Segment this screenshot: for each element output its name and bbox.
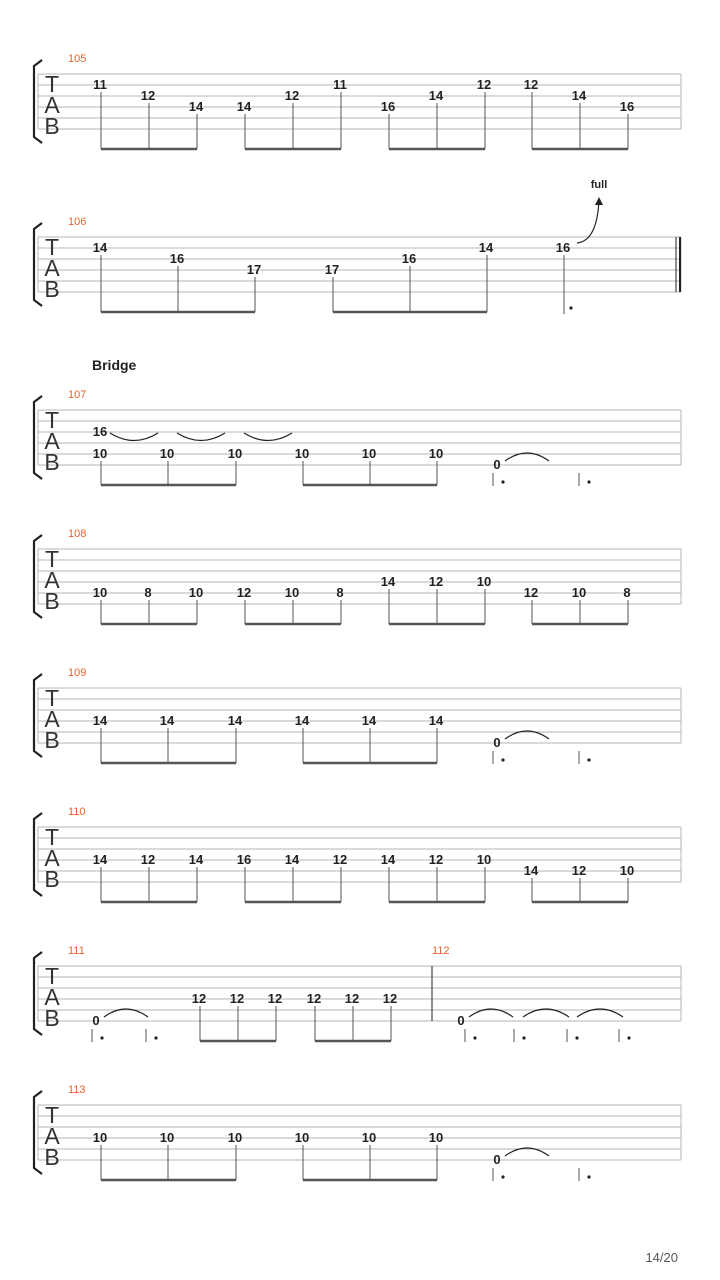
dot <box>100 1036 103 1039</box>
tab-note: 16 <box>619 99 635 114</box>
tab-note: 10 <box>227 1130 243 1145</box>
tab-note: 12 <box>428 574 444 589</box>
tab-note: 12 <box>229 991 245 1006</box>
tab-note: 16 <box>380 99 396 114</box>
dot <box>473 1036 476 1039</box>
tab-note: 10 <box>619 863 635 878</box>
tab-note: 12 <box>428 852 444 867</box>
tab-note: 12 <box>267 991 283 1006</box>
tab-note: 12 <box>476 77 492 92</box>
bend-label: full <box>590 179 608 191</box>
tab-note: 10 <box>159 1130 175 1145</box>
tab-clef-letter: T <box>44 963 60 989</box>
tab-note: 14 <box>571 88 587 103</box>
tab-note: 11 <box>333 77 347 92</box>
tab-note: 10 <box>227 446 243 461</box>
tab-note: 8 <box>336 585 344 600</box>
tab-clef-letter: A <box>44 92 60 118</box>
measure-number: 110 <box>68 806 86 818</box>
page-number: 14/20 <box>645 1250 678 1265</box>
tab-clef-letter: A <box>44 428 60 454</box>
tab-note: 16 <box>555 240 571 255</box>
tab-system <box>34 528 681 624</box>
tab-note: 12 <box>382 991 398 1006</box>
measure-number: 109 <box>68 667 87 679</box>
tab-note: 12 <box>306 991 322 1006</box>
dot <box>627 1036 630 1039</box>
dot <box>575 1036 578 1039</box>
tab-note: 11 <box>93 77 107 92</box>
tab-clef-letter: T <box>44 71 60 97</box>
dot <box>569 306 572 309</box>
tie-arc <box>177 433 225 441</box>
tab-note: 10 <box>294 1130 310 1145</box>
tab-note: 10 <box>159 446 175 461</box>
measure-number: 113 <box>68 1084 86 1096</box>
tab-note: 14 <box>92 240 108 255</box>
tab-note: 14 <box>188 99 204 114</box>
tab-note: 10 <box>571 585 587 600</box>
tab-note: 0 <box>92 1013 100 1028</box>
tab-note: 10 <box>476 852 492 867</box>
tab-note: 14 <box>428 88 444 103</box>
tab-note: 14 <box>227 713 243 728</box>
measure-number: 105 <box>68 53 87 65</box>
tab-clef-letter: T <box>44 1102 60 1128</box>
measure-number: 112 <box>432 945 450 957</box>
tab-note: 12 <box>523 585 539 600</box>
tab-note: 10 <box>428 1130 444 1145</box>
measure-number: 111 <box>68 945 85 957</box>
tab-clef-letter: A <box>44 567 60 593</box>
tab-clef-letter: B <box>44 276 60 302</box>
tab-clef-letter: T <box>44 685 60 711</box>
tab-note: 16 <box>169 251 185 266</box>
tab-note: 10 <box>92 585 108 600</box>
tab-systems <box>34 53 681 1181</box>
tab-note: 14 <box>361 713 377 728</box>
tie-arc <box>110 433 158 441</box>
measure-number: 106 <box>68 216 87 228</box>
tab-note: 10 <box>428 446 444 461</box>
tab-note: 14 <box>428 713 444 728</box>
dot <box>501 758 504 761</box>
tab-note: 14 <box>92 852 108 867</box>
tab-note: 14 <box>380 852 396 867</box>
measure-number: 107 <box>68 389 87 401</box>
tab-note: 14 <box>236 99 252 114</box>
tab-note: 10 <box>188 585 204 600</box>
bend-arrow <box>595 197 603 205</box>
tab-note: 12 <box>140 88 156 103</box>
tab-note: 17 <box>246 262 262 277</box>
tab-clef-letter: A <box>44 706 60 732</box>
tab-clef-letter: B <box>44 1144 60 1170</box>
tab-note: 12 <box>236 585 252 600</box>
tab-system <box>34 53 681 149</box>
tab-clef-letter: T <box>44 407 60 433</box>
tab-clef-letter: T <box>44 546 60 572</box>
tab-note: 10 <box>361 1130 377 1145</box>
tab-note: 8 <box>623 585 631 600</box>
tab-note: 17 <box>324 262 340 277</box>
tab-clef-letter: A <box>44 255 60 281</box>
tab-note: 16 <box>236 852 252 867</box>
dot <box>154 1036 157 1039</box>
tab-note: 14 <box>523 863 539 878</box>
tab-clef-letter: T <box>44 824 60 850</box>
tab-clef-letter: B <box>44 727 60 753</box>
tab-clef-letter: A <box>44 845 60 871</box>
tab-clef-letter: B <box>44 588 60 614</box>
tab-note: 12 <box>332 852 348 867</box>
tab-note: 14 <box>380 574 396 589</box>
tab-system <box>34 389 681 486</box>
tab-clef-letter: B <box>44 113 60 139</box>
dot <box>587 1175 590 1178</box>
tab-system <box>34 667 681 764</box>
tab-note: 0 <box>493 1152 501 1167</box>
tab-clef-letter: A <box>44 984 60 1010</box>
tab-note: 10 <box>284 585 300 600</box>
tab-note: 14 <box>159 713 175 728</box>
tab-system <box>34 1084 681 1181</box>
tie-arc <box>244 433 292 441</box>
tab-note: 12 <box>140 852 156 867</box>
tab-note: 10 <box>476 574 492 589</box>
tab-note: 8 <box>144 585 152 600</box>
tab-system <box>34 806 681 902</box>
dot <box>501 1175 504 1178</box>
section-label: Bridge <box>92 357 137 373</box>
tab-note: 12 <box>344 991 360 1006</box>
tab-note: 0 <box>493 735 501 750</box>
tab-note: 12 <box>284 88 300 103</box>
tab-clef-letter: B <box>44 1005 60 1031</box>
tab-note: 14 <box>284 852 300 867</box>
tab-note: 14 <box>478 240 494 255</box>
tab-note: 12 <box>191 991 207 1006</box>
tab-note: 14 <box>92 713 108 728</box>
tab-note: 14 <box>294 713 310 728</box>
tab-note: 10 <box>92 446 108 461</box>
dot <box>587 480 590 483</box>
tab-note: 10 <box>92 1130 108 1145</box>
tab-clef-letter: A <box>44 1123 60 1149</box>
dot <box>587 758 590 761</box>
tab-note: 16 <box>92 424 108 439</box>
tab-note: 10 <box>361 446 377 461</box>
dot <box>501 480 504 483</box>
tab-note: 10 <box>294 446 310 461</box>
tab-note: 16 <box>401 251 417 266</box>
tab-note: 14 <box>188 852 204 867</box>
tab-note: 12 <box>523 77 539 92</box>
tab-system <box>34 945 681 1042</box>
tab-note: 12 <box>571 863 587 878</box>
tab-note: 0 <box>493 457 501 472</box>
dot <box>522 1036 525 1039</box>
measure-number: 108 <box>68 528 87 540</box>
tab-clef-letter: T <box>44 234 60 260</box>
tab-clef-letter: B <box>44 866 60 892</box>
tab-note: 0 <box>457 1013 465 1028</box>
tab-clef-letter: B <box>44 449 60 475</box>
tab-system <box>34 179 681 314</box>
